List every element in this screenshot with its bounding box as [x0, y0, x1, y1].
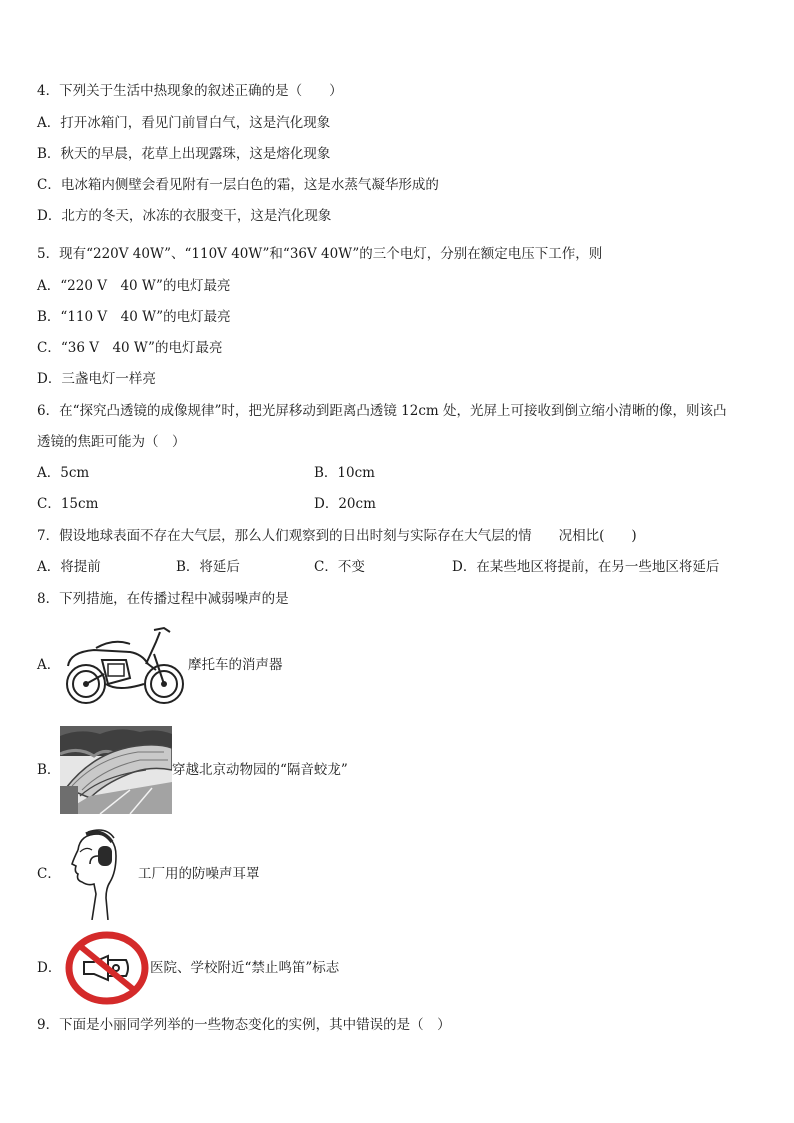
q8-option-c-text[interactable]: 工厂用的防噪声耳罩: [138, 866, 260, 882]
q4-option-c[interactable]: C．电冰箱内侧壁会看见附有一层白色的霜，这是水蒸气凝华形成的: [37, 177, 439, 193]
q4-option-d[interactable]: D．北方的冬天，冰冻的衣服变干，这是汽化现象: [37, 208, 332, 224]
motorcycle-icon: [60, 618, 188, 708]
ear-protector-icon: [62, 828, 128, 920]
q8-option-a-letter[interactable]: A．: [37, 657, 61, 673]
q7-stem: 7．假设地球表面不存在大气层，那么人们观察到的日出时刻与实际存在大气层的情 况相比( ): [37, 528, 637, 544]
q5-stem: 5．现有“220V 40W”、“110V 40W”和“36V 40W”的三个电灯，分别在额定电压下工作，则: [37, 246, 603, 262]
q6-stem-line2: 透镜的焦距可能为（ ）: [37, 434, 186, 450]
no-horn-sign-icon: [64, 930, 150, 1006]
q8-option-b-letter[interactable]: B．: [37, 762, 61, 778]
sound-barrier-icon: [60, 726, 172, 814]
q6-stem-line1: 6．在“探究凸透镜的成像规律”时，把光屏移动到距离凸透镜 12cm 处，光屏上可接收到倒立缩小清晰的像，则该凸: [37, 403, 727, 419]
q7-option-d[interactable]: D．在某些地区将提前，在另一些地区将延后: [452, 559, 720, 575]
q6-option-d[interactable]: D．20cm: [314, 496, 376, 512]
q5-option-d[interactable]: D．三盏电灯一样亮: [37, 371, 156, 387]
q6-option-a[interactable]: A．5cm: [37, 465, 90, 481]
q7-option-b[interactable]: B．将延后: [176, 559, 240, 575]
q8-option-c-letter[interactable]: C．: [37, 866, 61, 882]
q5-option-a[interactable]: A．“220 V 40 W”的电灯最亮: [37, 278, 231, 294]
q5-option-c[interactable]: C．“36 V 40 W”的电灯最亮: [37, 340, 223, 356]
q4-option-a[interactable]: A．打开冰箱门，看见门前冒白气，这是汽化现象: [37, 115, 331, 131]
q8-option-b-text[interactable]: 穿越北京动物园的“隔音蛟龙”: [172, 762, 348, 778]
q9-stem: 9．下面是小丽同学列举的一些物态变化的实例，其中错误的是（ ）: [37, 1017, 451, 1033]
q7-option-c[interactable]: C．不变: [314, 559, 365, 575]
q5-option-b[interactable]: B．“110 V 40 W”的电灯最亮: [37, 309, 231, 325]
q8-option-d-text[interactable]: 医院、学校附近“禁止鸣笛”标志: [150, 960, 340, 976]
q4-option-b[interactable]: B．秋天的早晨，花草上出现露珠，这是熔化现象: [37, 146, 331, 162]
q8-stem: 8．下列措施，在传播过程中减弱噪声的是: [37, 591, 289, 607]
q8-option-a-text[interactable]: 摩托车的消声器: [188, 657, 283, 673]
q6-option-c[interactable]: C．15cm: [37, 496, 99, 512]
q6-option-b[interactable]: B．10cm: [314, 465, 375, 481]
q7-option-a[interactable]: A．将提前: [37, 559, 101, 575]
q4-stem: 4．下列关于生活中热现象的叙述正确的是（ ）: [37, 83, 343, 99]
q8-option-d-letter[interactable]: D．: [37, 960, 62, 976]
